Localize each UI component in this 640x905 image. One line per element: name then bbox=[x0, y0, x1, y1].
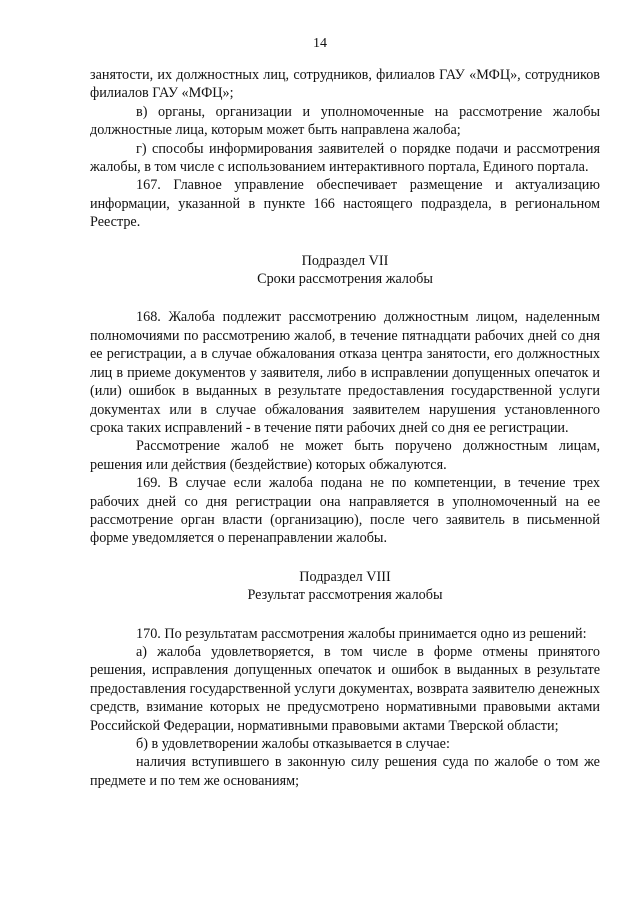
section-7-title: Сроки рассмотрения жалобы bbox=[257, 271, 433, 288]
paragraph-170-b-case: наличия вступившего в законную силу решения суда по жалобе о том же предмете и по тем же основаниям; bbox=[90, 754, 600, 789]
paragraph-item-g: г) способы информирования заявителей о порядке подачи и рассмотрения жалобы, в том числе с использованием интерактивного портала, Единого портала. bbox=[90, 140, 600, 176]
paragraph-continuation: занятости, их должностных лиц, сотрудников, филиалов ГАУ «МФЦ», сотрудников филиалов ГАУ «МФЦ»; bbox=[90, 67, 600, 102]
paragraph-170: 170. По результатам рассмотрения жалобы принимается одно из решений: bbox=[136, 625, 587, 642]
paragraph-168: 168. Жалоба подлежит рассмотрению должностным лицом, наделенным полномочиями по рассмотрению жалоб, в течение пятнадцати рабочих дней со дня ее регистрации, а в случае обжалования отказа центра занятости, его должностных лиц в приеме документов у заявителя, либо в исправлении допущенных опечаток и (или) ошибок в выданных в результате предоставления государственной услуги документах или в случае обжалования заявителем нарушения установленного срока таких исправлений - в течение пяти рабочих дней со дня ее регистрации. bbox=[90, 309, 600, 436]
document-body bbox=[90, 66, 600, 790]
paragraph-170-a: а) жалоба удовлетворяется, в том числе в форме отмены принятого решения, исправления допущенных опечаток и ошибок в выданных в результате предоставления государственной услуги документах, возврата заявителю денежных средств, взимание которых не предусмотрено нормативными правовыми актами Российской Федерации, нормативными правовыми актами Тверской области; bbox=[90, 643, 600, 734]
paragraph-170-b: б) в удовлетворении жалобы отказывается в случае: bbox=[136, 736, 450, 752]
section-8-label: Подраздел VIII bbox=[299, 568, 391, 585]
paragraph-167: 167. Главное управление обеспечивает размещение и актуализацию информации, указанной в пункте 166 настоящего подраздела, в региональном Реестре. bbox=[90, 177, 600, 231]
section-7-label: Подраздел VII bbox=[301, 252, 389, 269]
section-8-title: Результат рассмотрения жалобы bbox=[247, 587, 443, 604]
paragraph-item-v: в) органы, организации и уполномоченные на рассмотрение жалобы должностные лица, которым может быть направлена жалоба; bbox=[90, 103, 600, 139]
paragraph-168-note: Рассмотрение жалоб не может быть поручено должностным лицам, решения или действия (бездействие) которых обжалуются. bbox=[90, 438, 600, 473]
paragraph-169: 169. В случае если жалоба подана не по компетенции, в течение трех рабочих дней со дня регистрации она направляется в уполномоченный на ее рассмотрение орган власти (организацию), после чего заявитель в письменной форме уведомляется о перенаправлении жалобы. bbox=[90, 475, 600, 547]
page-number: 14 bbox=[313, 36, 327, 51]
